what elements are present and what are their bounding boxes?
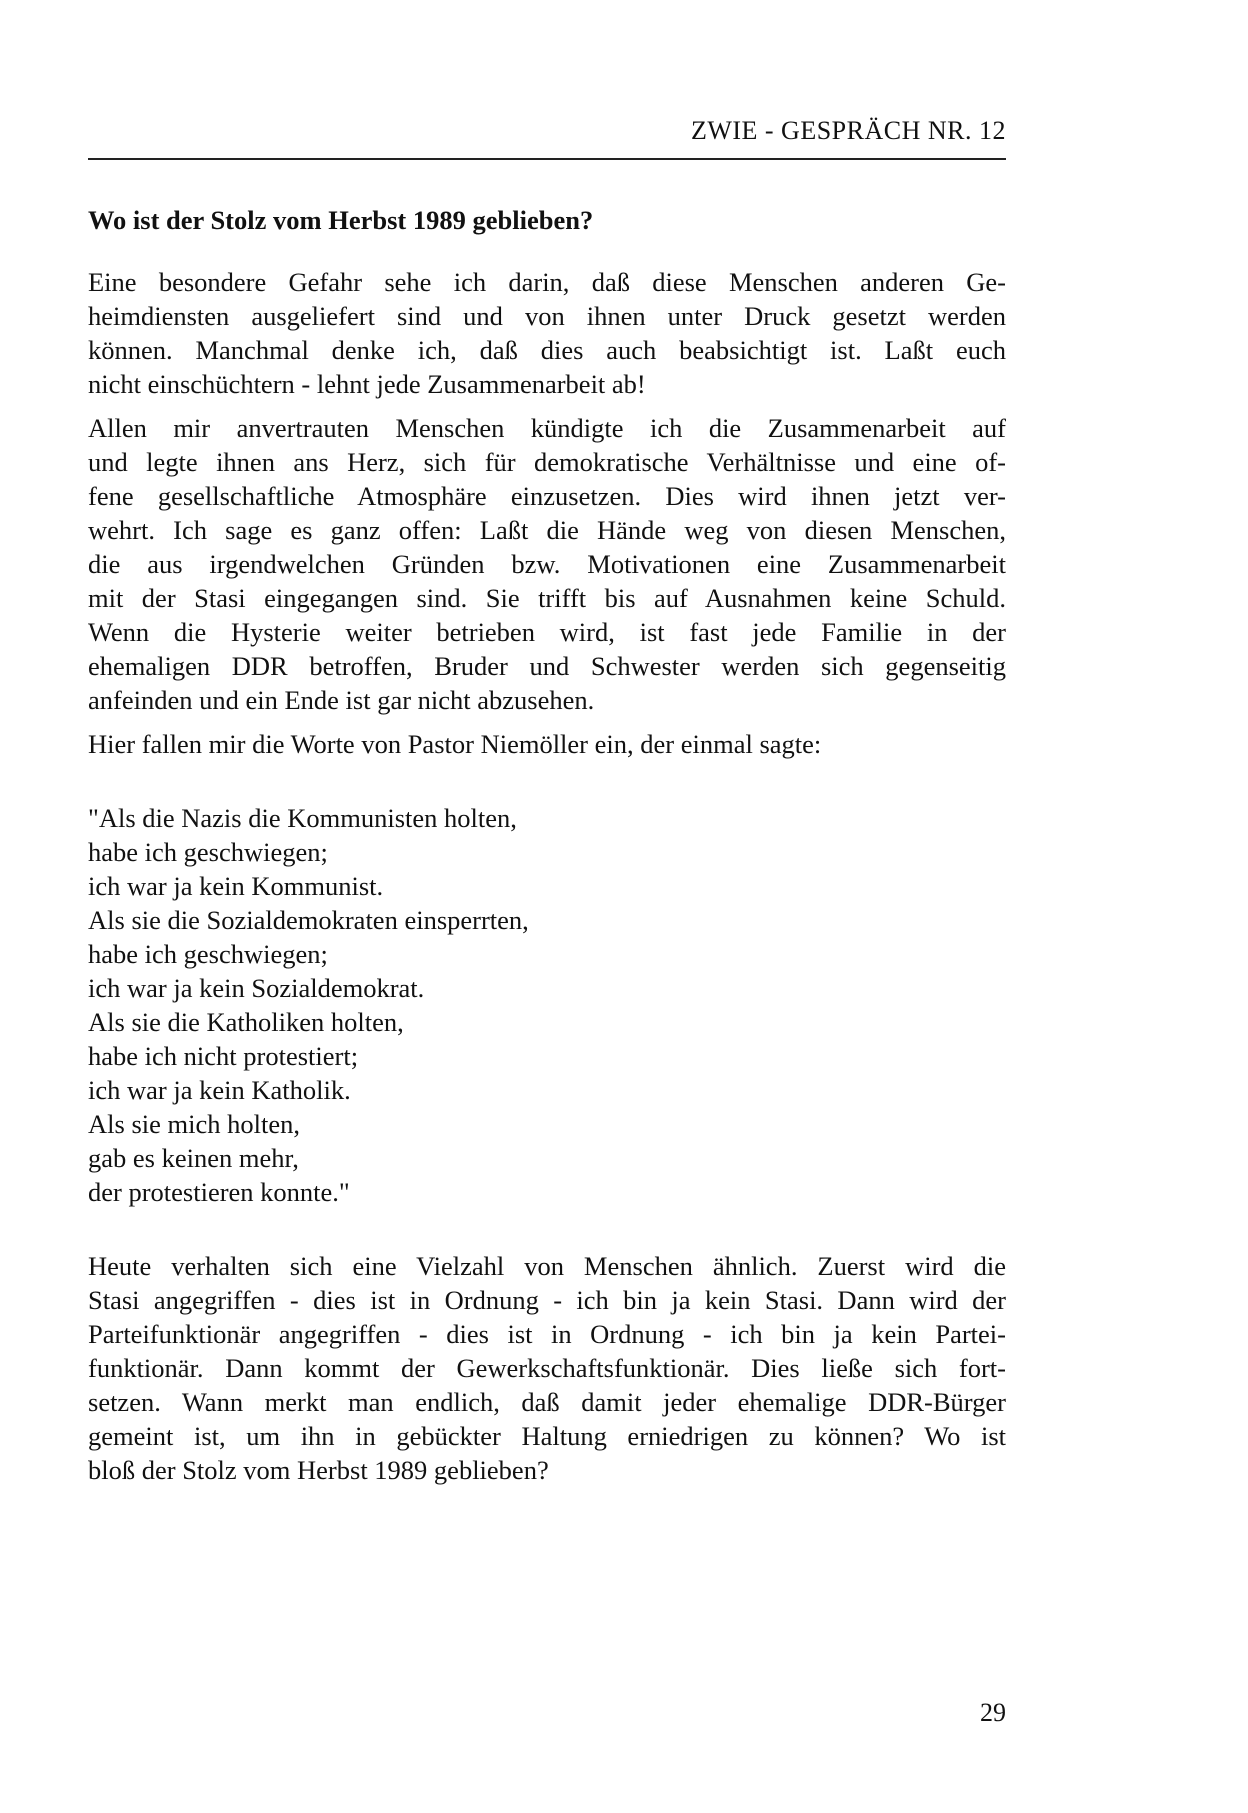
text-line: bloß der Stolz vom Herbst 1989 geblieben? <box>88 1455 549 1485</box>
running-header: ZWIE - GESPRÄCH NR. 12 <box>690 116 1006 145</box>
quote-line: der protestieren konnte." <box>88 1177 350 1207</box>
paragraph-1 <box>88 265 1006 401</box>
quote-line: gab es keinen mehr, <box>88 1143 299 1173</box>
quote-line: ich war ja kein Kommunist. <box>88 871 384 901</box>
text-line: fene gesellschaftliche Atmosphäre einzusetzen. Dies wird ihnen jetzt ver- <box>88 481 1006 511</box>
quote-line: Als sie die Sozialdemokraten einsperrten, <box>88 905 529 935</box>
article-body <box>88 203 1006 1497</box>
article-heading: Wo ist der Stolz vom Herbst 1989 geblieben? <box>88 205 594 235</box>
text-line: wehrt. Ich sage es ganz offen: Laßt die Hände weg von diesen Menschen, <box>88 515 1006 545</box>
text-line: nicht einschüchtern - lehnt jede Zusammenarbeit ab! <box>88 369 646 399</box>
closing-paragraph <box>88 1249 1006 1487</box>
text-line: Allen mir anvertrauten Menschen kündigte ich die Zusammenarbeit auf <box>88 413 1006 443</box>
quote-line: habe ich geschwiegen; <box>88 939 328 969</box>
text-line: Parteifunktionär angegriffen - dies ist in Ordnung - ich bin ja kein Partei- <box>88 1319 1006 1349</box>
text-line: Wenn die Hysterie weiter betrieben wird, ist fast jede Familie in der <box>88 617 1006 647</box>
quote-line: habe ich nicht protestiert; <box>88 1041 359 1071</box>
paragraph-3 <box>88 727 1006 761</box>
text-line: und legte ihnen ans Herz, sich für demokratische Verhältnisse und eine of- <box>88 447 1006 477</box>
header-rule <box>88 158 1006 160</box>
text-line: können. Manchmal denke ich, daß dies auch beabsichtigt ist. Laßt euch <box>88 335 1006 365</box>
text-line: Hier fallen mir die Worte von Pastor Niemöller ein, der einmal sagte: <box>88 729 822 759</box>
quote-line: "Als die Nazis die Kommunisten holten, <box>88 803 517 833</box>
text-line: die aus irgendwelchen Gründen bzw. Motivationen eine Zusammenarbeit <box>88 549 1006 579</box>
paragraph-2 <box>88 411 1006 717</box>
quote-line: Als sie die Katholiken holten, <box>88 1007 404 1037</box>
text-line: Eine besondere Gefahr sehe ich darin, daß diese Menschen anderen Ge- <box>88 267 1006 297</box>
text-line: funktionär. Dann kommt der Gewerkschaftsfunktionär. Dies ließe sich fort- <box>88 1353 1006 1383</box>
text-line: setzen. Wann merkt man endlich, daß damit jeder ehemalige DDR-Bürger <box>88 1387 1006 1417</box>
text-line: mit der Stasi eingegangen sind. Sie trifft bis auf Ausnahmen keine Schuld. <box>88 583 1006 613</box>
text-line: heimdiensten ausgeliefert sind und von ihnen unter Druck gesetzt werden <box>88 301 1006 331</box>
quote-line: habe ich geschwiegen; <box>88 837 328 867</box>
niemoeller-quote <box>88 801 1006 1209</box>
text-line: gemeint ist, um ihn in gebückter Haltung erniedrigen zu können? Wo ist <box>88 1421 1006 1451</box>
text-line: ehemaligen DDR betroffen, Bruder und Schwester werden sich gegenseitig <box>88 651 1006 681</box>
page-number: 29 <box>980 1698 1006 1727</box>
text-line: Heute verhalten sich eine Vielzahl von Menschen ähnlich. Zuerst wird die <box>88 1251 1006 1281</box>
text-line: Stasi angegriffen - dies ist in Ordnung - ich bin ja kein Stasi. Dann wird der <box>88 1285 1006 1315</box>
text-line: anfeinden und ein Ende ist gar nicht abzusehen. <box>88 685 595 715</box>
quote-line: ich war ja kein Sozialdemokrat. <box>88 973 425 1003</box>
quote-line: Als sie mich holten, <box>88 1109 300 1139</box>
quote-line: ich war ja kein Katholik. <box>88 1075 351 1105</box>
